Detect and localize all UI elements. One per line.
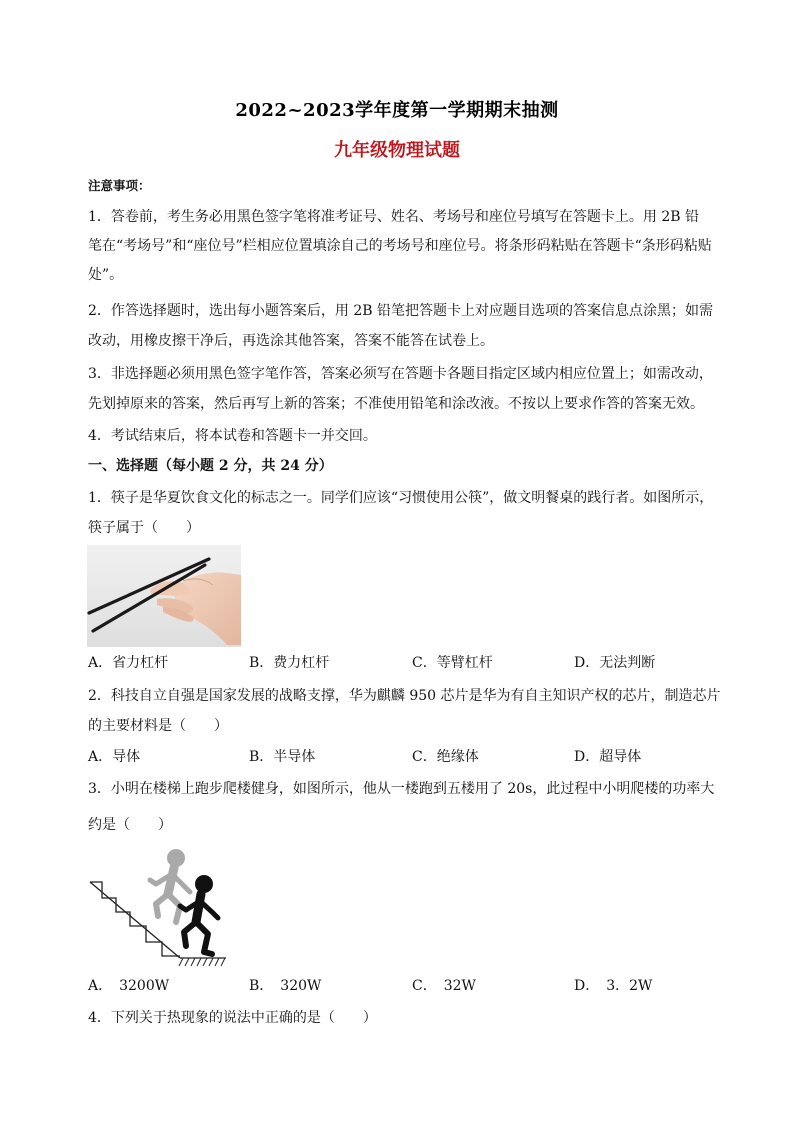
option-a: A．导体 bbox=[88, 749, 141, 765]
option-c: C．等臂杠杆 bbox=[412, 655, 493, 671]
stairs-runner-figure bbox=[88, 846, 228, 970]
exam-title: 2022~2023学年度第一学期期末抽测 bbox=[235, 100, 559, 121]
option-c: C．绝缘体 bbox=[412, 749, 479, 765]
exam-subtitle: 九年级物理试题 bbox=[334, 140, 460, 161]
notice-line: 处”。 bbox=[88, 267, 124, 283]
notice-line: 3．非选择题必须用黑色签字笔作答，答案必须写在答题卡各题目指定区域内相应位置上；如需改动， bbox=[88, 366, 713, 382]
notice-line: 1．答卷前，考生务必用黑色签字笔将准考证号、姓名、考场号和座位号填写在答题卡上。用 2B 铅 bbox=[88, 209, 700, 225]
option-d: D． 3．2W bbox=[574, 978, 653, 994]
option-c: C． 32W bbox=[412, 978, 476, 994]
chopsticks-hand-figure bbox=[87, 545, 241, 647]
question-text: 约是（ ） bbox=[88, 817, 172, 833]
notice-line: 4．考试结束后，将本试卷和答题卡一并交回。 bbox=[88, 428, 377, 444]
option-d: D．超导体 bbox=[574, 749, 642, 765]
question-text: 1．筷子是华夏饮食文化的标志之一。同学们应该“习惯使用公筷”，做文明餐桌的践行者。如图所示， bbox=[88, 490, 714, 506]
question-text: 的主要材料是（ ） bbox=[88, 718, 228, 734]
option-b: B．半导体 bbox=[249, 749, 316, 765]
option-b: B．费力杠杆 bbox=[249, 655, 330, 671]
option-a: A．省力杠杆 bbox=[88, 655, 169, 671]
option-b: B． 320W bbox=[249, 978, 322, 994]
question-text: 筷子属于（ ） bbox=[88, 520, 200, 536]
notice-line: 先划掉原来的答案，然后再写上新的答案；不准使用铅笔和涂改液。不按以上要求作答的答案无效。 bbox=[88, 396, 704, 412]
section-heading: 一、选择题（每小题 2 分，共 24 分） bbox=[88, 458, 333, 474]
notice-line: 改动，用橡皮擦干净后，再选涂其他答案，答案不能答在试卷上。 bbox=[88, 333, 494, 349]
notice-heading: 注意事项： bbox=[88, 178, 151, 193]
question-text: 3．小明在楼梯上跑步爬楼健身，如图所示，他从一楼跑到五楼用了 20s，此过程中小明爬楼的功率大 bbox=[88, 781, 715, 797]
question-text: 4．下列关于热现象的说法中正确的是（ ） bbox=[88, 1010, 377, 1026]
question-text: 2．科技自立自强是国家发展的战略支撑，华为麒麟 950 芯片是华为有自主知识产权的芯片，制造芯片 bbox=[88, 688, 721, 704]
notice-line: 笔在“考场号”和“座位号”栏相应位置填涂自己的考场号和座位号。将条形码粘贴在答题卡“条形码粘贴 bbox=[88, 238, 712, 254]
option-d: D．无法判断 bbox=[574, 655, 656, 671]
notice-line: 2．作答选择题时，选出每小题答案后，用 2B 铅笔把答题卡上对应题目选项的答案信息点涂黑；如需 bbox=[88, 303, 714, 319]
option-a: A． 3200W bbox=[88, 978, 170, 994]
